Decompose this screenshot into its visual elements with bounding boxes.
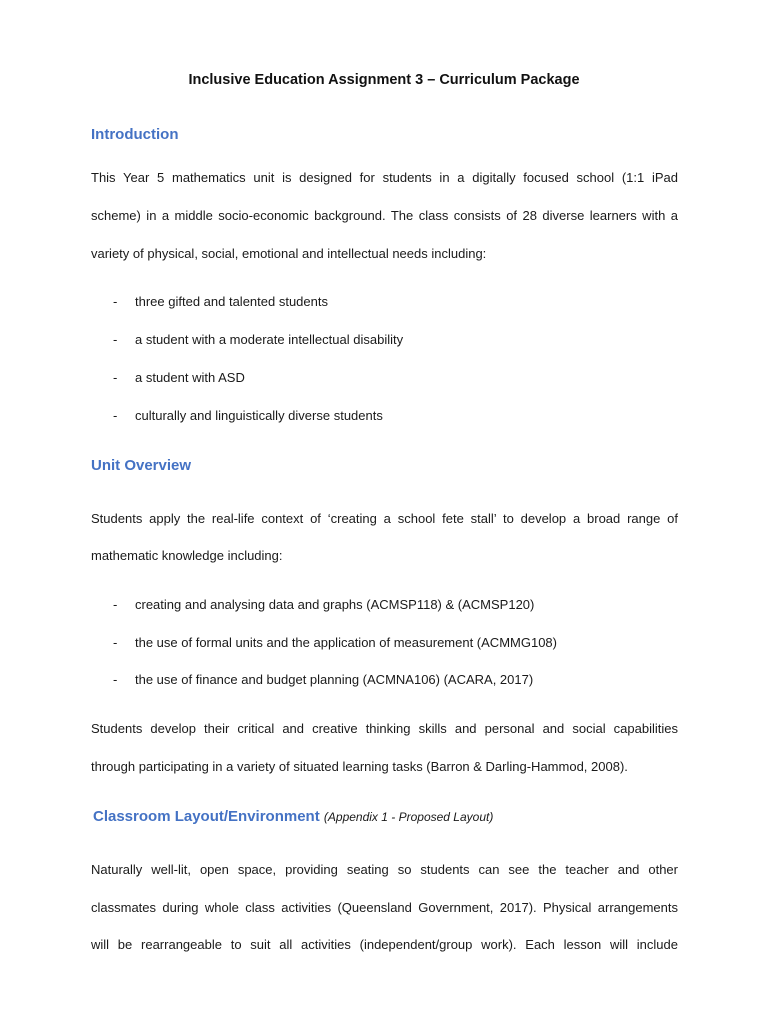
bullet-marker: -: [113, 408, 118, 423]
paragraph-line: Students develop their critical and creative thinking skills and personal and social capabilities: [91, 721, 678, 736]
paragraph-line: This Year 5 mathematics unit is designed for students in a digitally focused school (1:1 iPad: [91, 170, 678, 185]
paragraph-line: mathematic knowledge including:: [91, 548, 283, 563]
unit-overview-heading: Unit Overview: [91, 457, 192, 474]
paragraph-line: variety of physical, social, emotional and intellectual needs including:: [91, 246, 487, 261]
list-item-text: three gifted and talented students: [135, 294, 328, 309]
bullet-marker: -: [113, 672, 118, 687]
list-item-text: a student with ASD: [135, 370, 245, 385]
list-item: [113, 597, 534, 612]
list-item: [113, 672, 533, 687]
list-item: [113, 635, 557, 650]
bullet-marker: -: [113, 370, 118, 385]
bullet-marker: -: [113, 332, 118, 347]
list-item-text: the use of finance and budget planning (ACMNA106) (ACARA, 2017): [135, 672, 534, 687]
list-item-text: a student with a moderate intellectual disability: [135, 332, 404, 347]
bullet-marker: -: [113, 597, 118, 612]
bullet-marker: -: [113, 635, 118, 650]
classroom-layout-heading: [93, 808, 493, 825]
paragraph-line: classmates during whole class activities (Queensland Government, 2017). Physical arrangements: [91, 900, 678, 915]
classroom-layout-heading-text: Classroom Layout/Environment: [93, 808, 320, 825]
list-item-text: creating and analysing data and graphs (ACMSP118) & (ACMSP120): [135, 597, 535, 612]
list-item: [113, 370, 245, 385]
list-item-text: culturally and linguistically diverse students: [135, 408, 383, 423]
list-item-text: the use of formal units and the application of measurement (ACMMG108): [135, 635, 557, 650]
appendix-note: (Appendix 1 - Proposed Layout): [323, 810, 494, 824]
bullet-marker: -: [113, 294, 118, 309]
paragraph-line: Students apply the real-life context of ‘creating a school fete stall’ to develop a broad range of: [91, 511, 678, 526]
paragraph-line: will be rearrangeable to suit all activities (independent/group work). Each lesson will include: [91, 937, 678, 952]
list-item: [113, 294, 328, 309]
introduction-heading: Introduction: [91, 126, 179, 143]
list-item: [113, 408, 383, 423]
paragraph-line: Naturally well-lit, open space, providing seating so students can see the teacher and other: [91, 862, 678, 877]
document-title: Inclusive Education Assignment 3 – Curriculum Package: [188, 72, 580, 88]
list-item: [113, 332, 403, 347]
paragraph-line: through participating in a variety of situated learning tasks (Barron & Darling-Hammod, 2008).: [91, 759, 628, 774]
paragraph-line: scheme) in a middle socio-economic background. The class consists of 28 diverse learners with a: [91, 208, 678, 223]
